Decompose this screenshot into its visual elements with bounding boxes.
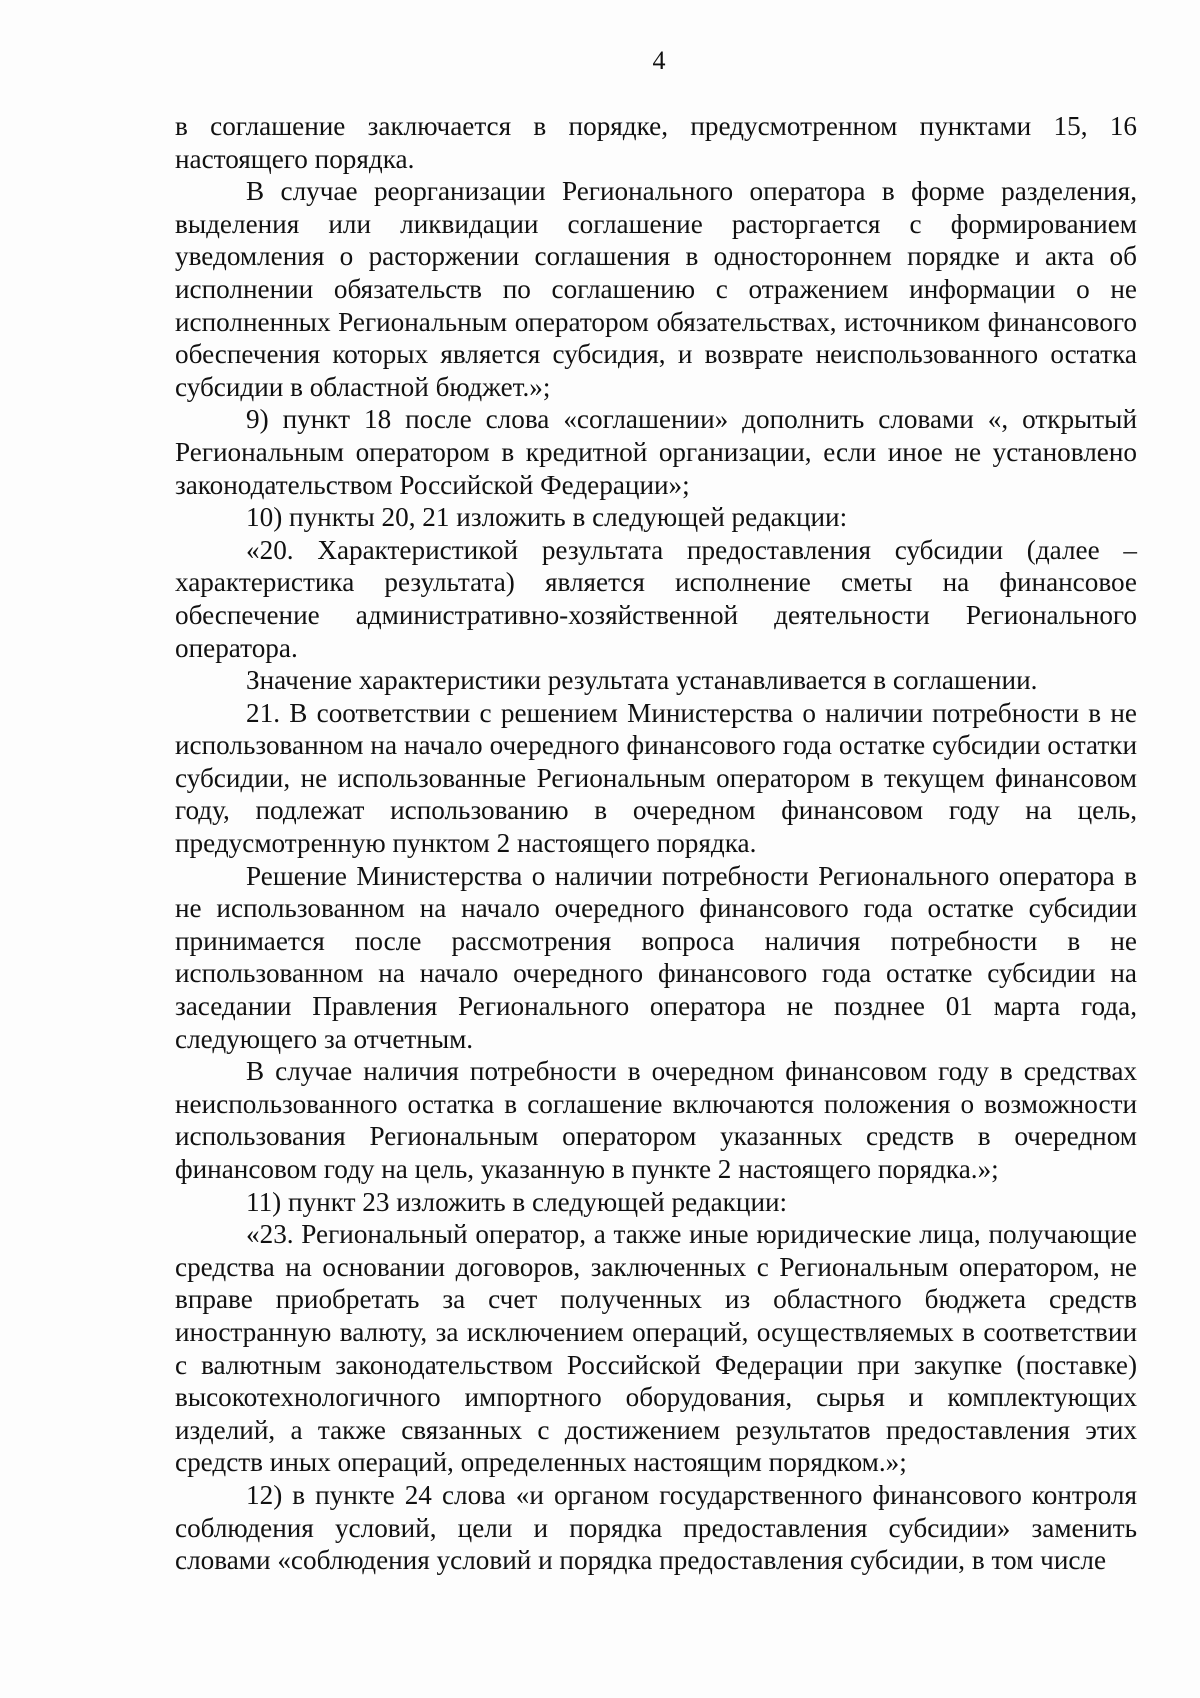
page-number: 4 <box>652 46 666 75</box>
paragraph: Решение Министерства о наличии потребности Регионального оператора в не использованном на начало очередного финансового года остатке субсидии принимается после рассмотрения вопроса наличия потребности в не использованном на начало очередного финансового года остатке субсидии на заседании Правления Регионального оператора не позднее 01 марта года, следующего за отчетным. <box>175 860 1137 1054</box>
paragraph: в соглашение заключается в порядке, предусмотренном пунктами 15, 16 настоящего порядка. <box>175 111 1137 174</box>
document-body <box>175 110 1137 1577</box>
paragraph: «20. Характеристикой результата предоставления субсидии (далее – характеристика результата) является исполнение сметы на финансовое обеспечение административно-хозяйственной деятельности Регионального оператора. <box>175 534 1137 663</box>
paragraph: 12) в пункте 24 слова «и органом государственного финансового контроля соблюдения условий, цели и порядка предоставления субсидии» заменить словами «соблюдения условий и порядка предоставления субсидии, в том числе <box>175 1479 1137 1576</box>
paragraph: 9) пункт 18 после слова «соглашении» дополнить словами «, открытый Региональным оператором в кредитной организации, если иное не установлено законодательством Российской Федерации»; <box>175 404 1137 500</box>
paragraph: 10) пункты 20, 21 изложить в следующей редакции: <box>246 502 848 533</box>
paragraph: Значение характеристики результата устанавливается в соглашении. <box>246 665 1038 696</box>
paragraph: 21. В соответствии с решением Министерства о наличии потребности в не использованном на начало очередного финансового года остатке субсидии остатки субсидии, не использованные Региональным оператором в текущем финансовом году, подлежат использованию в очередном финансовом году на цель, предусмотренную пунктом 2 настоящего порядка. <box>175 697 1137 859</box>
paragraph: В случае реорганизации Регионального оператора в форме разделения, выделения или ликвидации соглашение расторгается с формированием уведомления о расторжении соглашения в одностороннем порядке и акта об исполнении обязательств по соглашению с отражением информации о не исполненных Региональным оператором обязательствах, источником финансового обеспечения которых является субсидия, и возврате неиспользованного остатка субсидии в областной бюджет.»; <box>175 176 1137 402</box>
paragraph: «23. Региональный оператор, а также иные юридические лица, получающие средства на основании договоров, заключенных с Региональным оператором, не вправе приобретать за счет полученных из областного бюджета средств иностранную валюту, за исключением операций, осуществляемых в соответствии с валютным законодательством Российской Федерации при закупке (поставке) высокотехнологичного импортного оборудования, сырья и комплектующих изделий, а также связанных с достижением результатов предоставления этих средств иных операций, определенных настоящим порядком.»; <box>175 1219 1137 1478</box>
paragraph: В случае наличия потребности в очередном финансовом году в средствах неиспользованного остатка в соглашение включаются положения о возможности использования Региональным оператором указанных средств в очередном финансовом году на цель, указанную в пункте 2 настоящего порядка.»; <box>175 1056 1137 1184</box>
paragraph: 11) пункт 23 изложить в следующей редакции: <box>246 1186 788 1217</box>
